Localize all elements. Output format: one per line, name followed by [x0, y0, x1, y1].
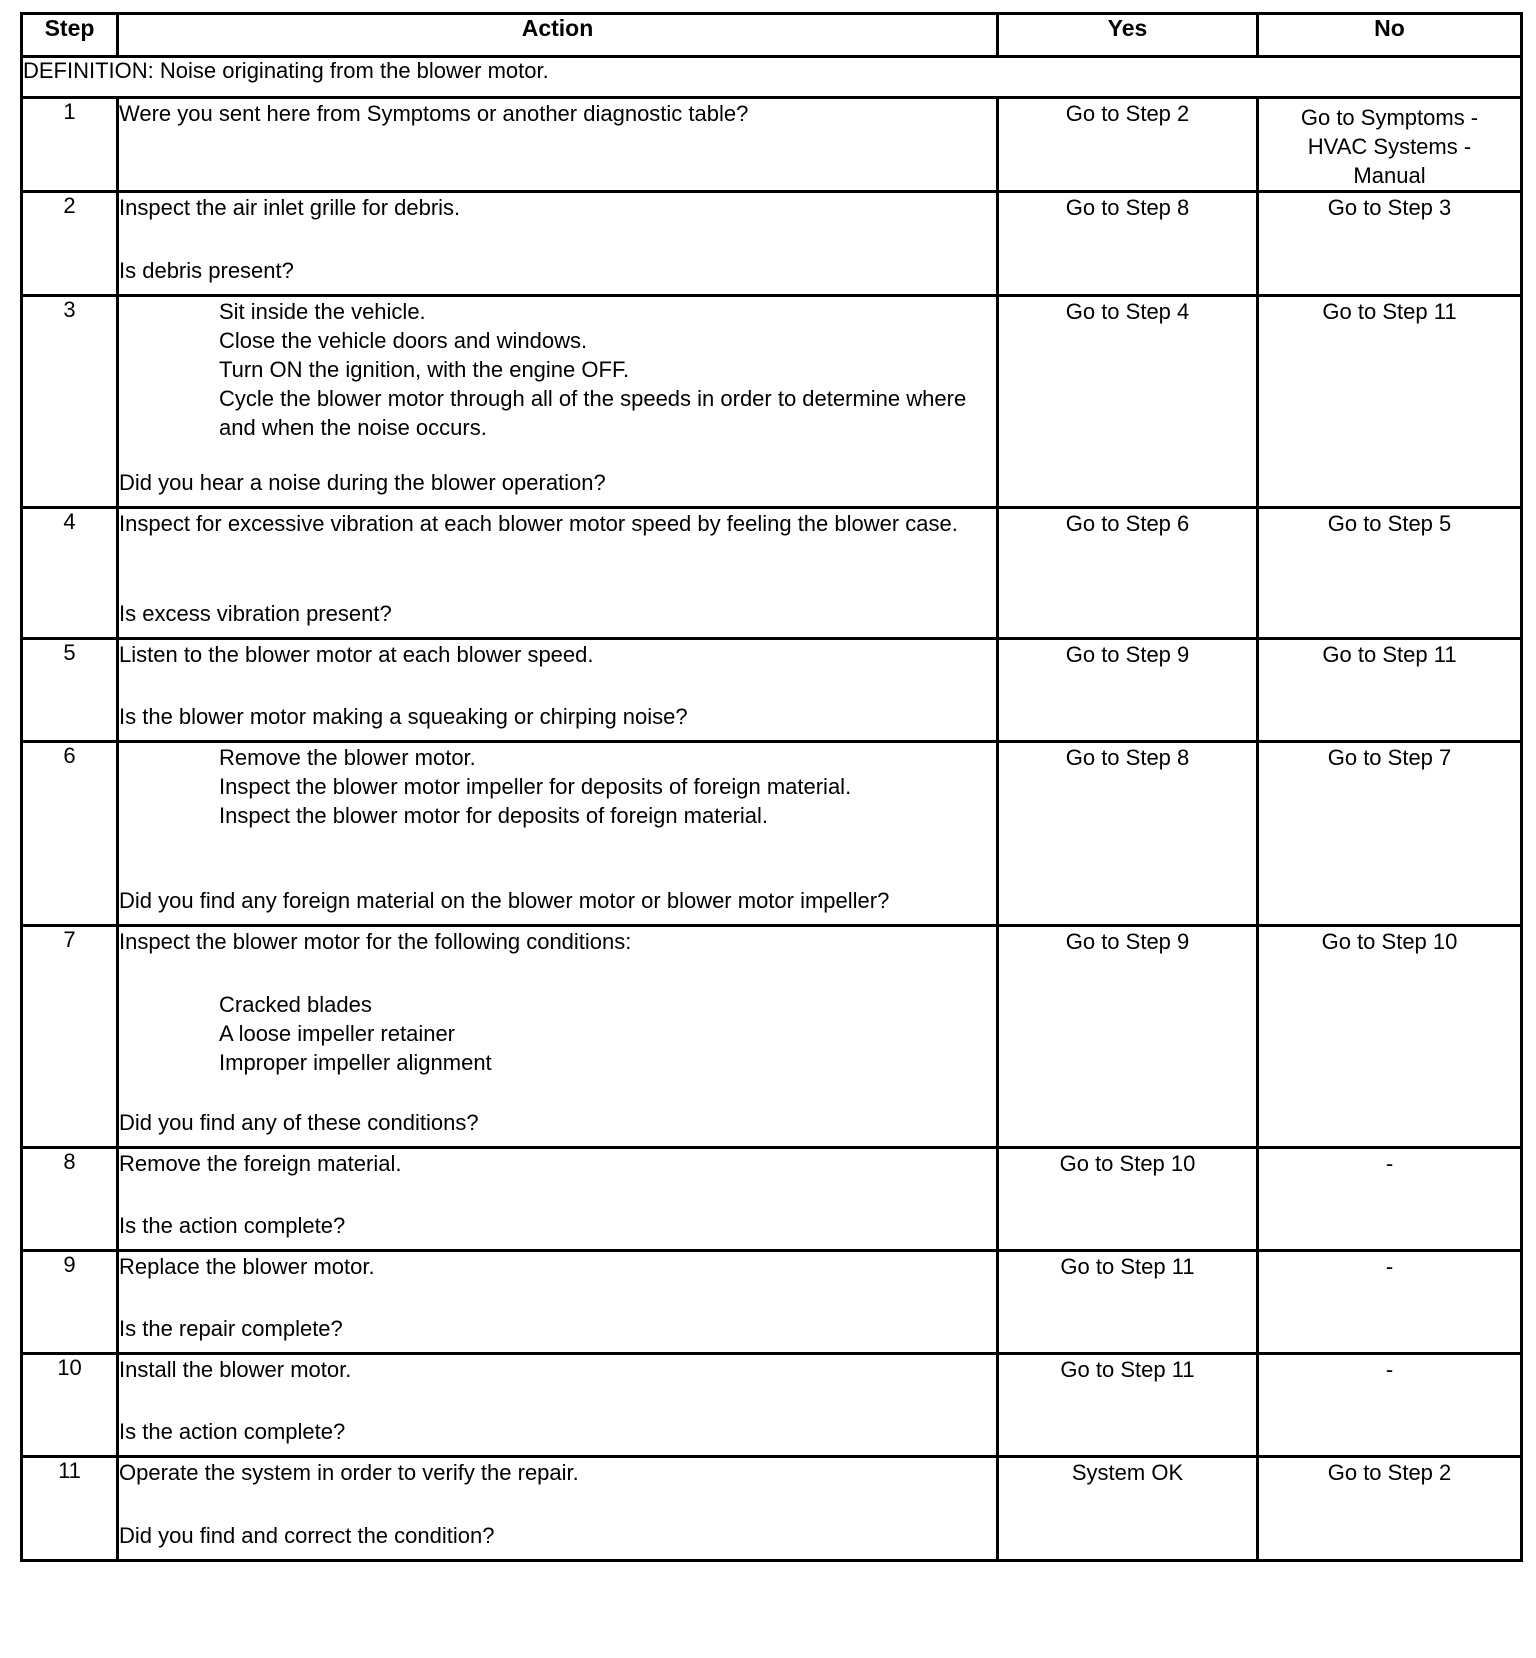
table-row — [22, 192, 1522, 296]
yes-result: Go to Step 11 — [998, 1354, 1258, 1457]
action-cell — [118, 98, 998, 192]
yes-result: System OK — [998, 1457, 1258, 1561]
no-result: Go to Step 11 — [1258, 296, 1522, 508]
no-result: Go to Step 10 — [1258, 926, 1522, 1148]
table-row — [22, 742, 1522, 926]
yes-result: Go to Step 2 — [998, 98, 1258, 192]
action-question: Is the action complete? — [119, 1419, 346, 1444]
action-step: A loose impeller retainer — [219, 1021, 456, 1046]
action-cell — [118, 926, 998, 1148]
step-number: 6 — [22, 742, 118, 926]
action-intro: Listen to the blower motor at each blower speed. — [119, 642, 594, 667]
action-intro: Were you sent here from Symptoms or another diagnostic table? — [119, 101, 749, 126]
action-step: Cycle the blower motor through all of the speeds in order to determine where and when the noise occurs. — [219, 386, 967, 440]
action-steps — [119, 990, 996, 1077]
header-action: Action — [118, 14, 998, 57]
header-yes: Yes — [998, 14, 1258, 57]
yes-result: Go to Step 8 — [998, 192, 1258, 296]
action-question: Did you find any foreign material on the blower motor or blower motor impeller? — [119, 888, 890, 913]
table-row — [22, 98, 1522, 192]
action-intro: Remove the foreign material. — [119, 1151, 402, 1176]
step-number: 2 — [22, 192, 118, 296]
diagnostic-table — [20, 12, 1523, 1562]
action-intro: Inspect the blower motor for the following conditions: — [119, 929, 632, 954]
table-row — [22, 1251, 1522, 1354]
no-result: Go to Symptoms - HVAC Systems - Manual — [1258, 98, 1522, 192]
header-no: No — [1258, 14, 1522, 57]
action-step: Inspect the blower motor for deposits of foreign material. — [219, 803, 769, 828]
action-question: Is debris present? — [119, 258, 294, 283]
action-cell — [118, 639, 998, 742]
action-step: Close the vehicle doors and windows. — [219, 328, 588, 353]
action-question: Is excess vibration present? — [119, 601, 392, 626]
action-cell — [118, 742, 998, 926]
action-cell — [118, 1148, 998, 1251]
no-result: Go to Step 5 — [1258, 508, 1522, 639]
yes-result: Go to Step 10 — [998, 1148, 1258, 1251]
yes-result: Go to Step 11 — [998, 1251, 1258, 1354]
action-intro: Inspect the air inlet grille for debris. — [119, 195, 461, 220]
table-row — [22, 508, 1522, 639]
action-steps — [119, 743, 996, 830]
definition-row — [22, 57, 1522, 98]
table-row — [22, 1457, 1522, 1561]
yes-result: Go to Step 9 — [998, 926, 1258, 1148]
yes-result: Go to Step 8 — [998, 742, 1258, 926]
action-question: Is the repair complete? — [119, 1316, 343, 1341]
action-cell — [118, 1457, 998, 1561]
no-result: - — [1258, 1251, 1522, 1354]
action-step: Inspect the blower motor impeller for deposits of foreign material. — [219, 774, 852, 799]
action-step: Cracked blades — [219, 992, 372, 1017]
table-row — [22, 1354, 1522, 1457]
action-question: Did you find and correct the condition? — [119, 1523, 495, 1548]
action-intro: Operate the system in order to verify the repair. — [119, 1460, 579, 1485]
action-question: Is the blower motor making a squeaking or chirping noise? — [119, 704, 688, 729]
definition-text: DEFINITION: Noise originating from the blower motor. — [22, 57, 1522, 98]
action-question: Is the action complete? — [119, 1213, 346, 1238]
action-step: Remove the blower motor. — [219, 745, 476, 770]
step-number: 11 — [22, 1457, 118, 1561]
no-result: Go to Step 2 — [1258, 1457, 1522, 1561]
step-number: 3 — [22, 296, 118, 508]
table-row — [22, 296, 1522, 508]
step-number: 7 — [22, 926, 118, 1148]
table-row — [22, 639, 1522, 742]
action-step: Improper impeller alignment — [219, 1050, 492, 1075]
action-steps — [119, 297, 996, 442]
no-result: Go to Step 3 — [1258, 192, 1522, 296]
yes-result: Go to Step 4 — [998, 296, 1258, 508]
action-intro: Inspect for excessive vibration at each blower motor speed by feeling the blower case. — [119, 511, 958, 536]
header-row — [22, 14, 1522, 57]
yes-result: Go to Step 6 — [998, 508, 1258, 639]
no-result: - — [1258, 1354, 1522, 1457]
action-cell — [118, 508, 998, 639]
step-number: 9 — [22, 1251, 118, 1354]
action-question: Did you hear a noise during the blower operation? — [119, 470, 606, 495]
action-question: Did you find any of these conditions? — [119, 1110, 479, 1135]
table-row — [22, 926, 1522, 1148]
table-row — [22, 1148, 1522, 1251]
step-number: 5 — [22, 639, 118, 742]
header-step: Step — [22, 14, 118, 57]
no-result: Go to Step 7 — [1258, 742, 1522, 926]
no-result: Go to Step 11 — [1258, 639, 1522, 742]
step-number: 10 — [22, 1354, 118, 1457]
step-number: 4 — [22, 508, 118, 639]
action-intro: Install the blower motor. — [119, 1357, 352, 1382]
yes-result: Go to Step 9 — [998, 639, 1258, 742]
action-cell — [118, 296, 998, 508]
step-number: 1 — [22, 98, 118, 192]
action-step: Sit inside the vehicle. — [219, 299, 426, 324]
no-result: - — [1258, 1148, 1522, 1251]
step-number: 8 — [22, 1148, 118, 1251]
action-cell — [118, 1354, 998, 1457]
action-step: Turn ON the ignition, with the engine OFF. — [219, 357, 630, 382]
action-cell — [118, 192, 998, 296]
action-cell — [118, 1251, 998, 1354]
action-intro: Replace the blower motor. — [119, 1254, 375, 1279]
